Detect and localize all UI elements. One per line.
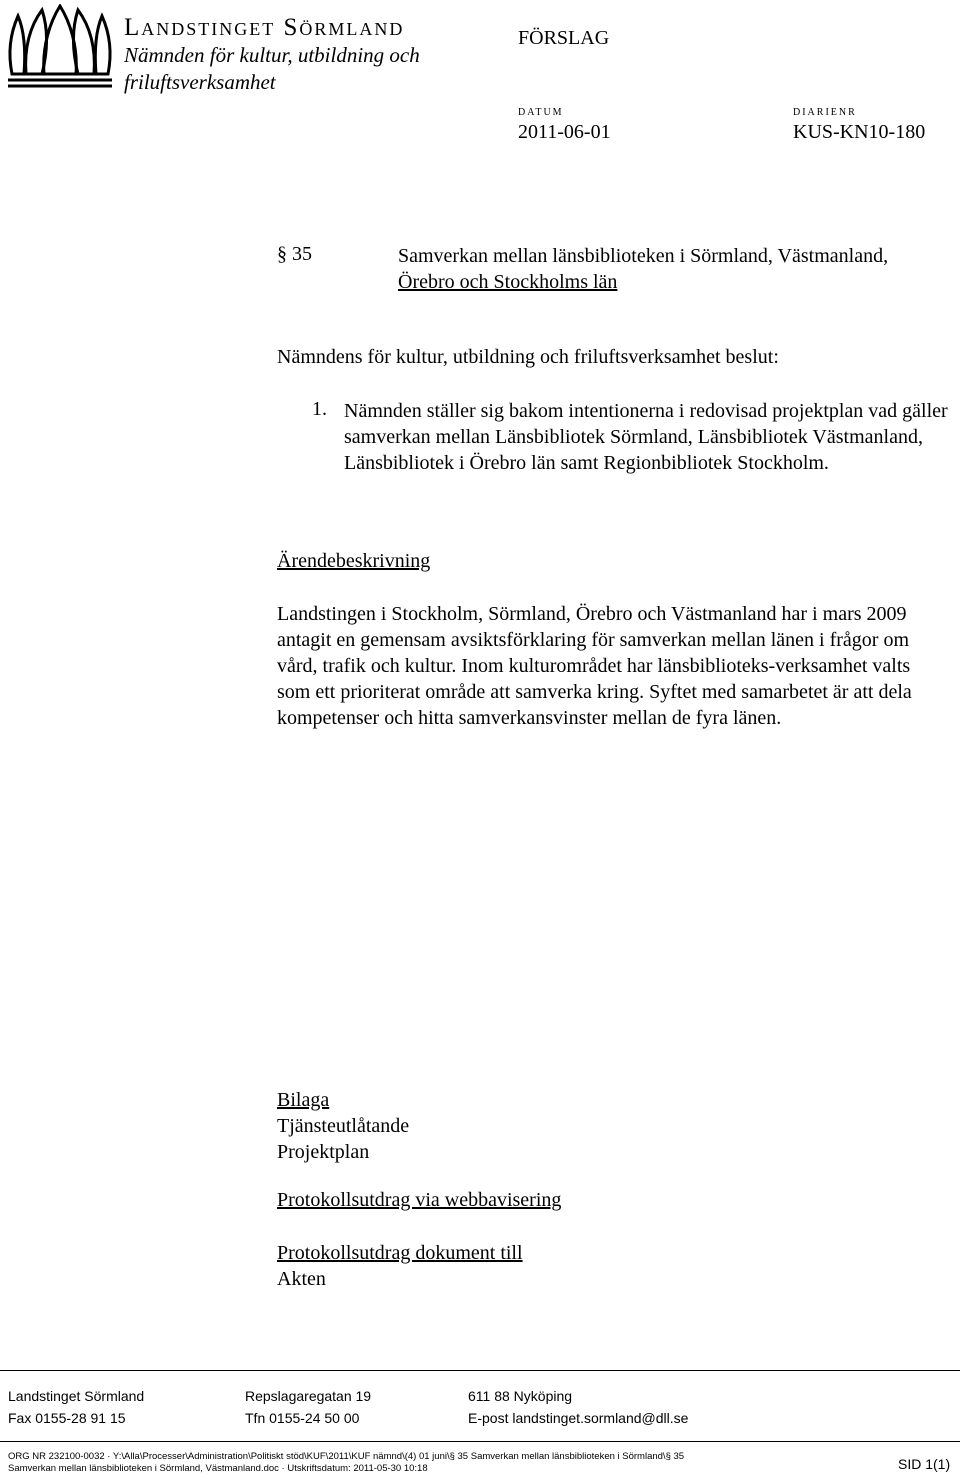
footer-fax: Fax 0155-28 91 15 [8,1410,126,1426]
decision-point-number: 1. [312,398,327,420]
attachments-heading: Bilaga [277,1089,330,1111]
footer-phone: Tfn 0155-24 50 00 [245,1410,360,1426]
committee-name [124,42,420,96]
item-number: § 35 [277,243,312,265]
footer-email: E-post landstinget.sormland@dll.se [468,1410,689,1426]
tulip-crown-logo-icon [4,4,116,90]
decision-point-text: Nämnden ställer sig bakom intentionerna i redovisad projektplan vad gäller samverkan mellan Länsbibliotek Sörmland, Länsbibliotek Västmanland, Länsbibliotek i Örebro län samt Regionbibliotek Stockholm. [344,400,948,474]
date-value: 2011-06-01 [518,121,611,143]
diary-number-label: DIARIENR [793,107,857,118]
description-heading: Ärendebeskrivning [277,550,431,572]
attachment-item: Projektplan [277,1141,370,1163]
attachments [277,1087,409,1165]
attachment-item: Tjänsteutlåtande [277,1115,410,1137]
diary-number-value: KUS-KN10-180 [793,121,926,143]
item-title-line2: Örebro och Stockholms län [398,271,618,293]
decision-heading: Nämndens för kultur, utbildning och friluftsverksamhet beslut: [277,346,779,368]
protocol-web-heading: Protokollsutdrag via webbavisering [277,1189,562,1211]
footer-address: Repslagaregatan 19 [245,1388,372,1404]
document-type: FÖRSLAG [518,27,610,49]
page-number: SID 1(1) [898,1456,951,1472]
org-name: Landstinget Sörmland [124,14,405,41]
protocol-distribution [277,1240,523,1292]
committee-name-line1: Nämnden för kultur, utbildning och [124,43,420,67]
item-title [398,243,946,295]
item-title-line1: Samverkan mellan länsbiblioteken i Sörmland, Västmanland, [398,245,889,267]
file-metadata-line2: Samverkan mellan länsbiblioteken i Sörmland, Västmanland.doc · Utskriftsdatum: 2011-05-30 10:18 [8,1463,428,1474]
file-metadata-line1: ORG NR 232100-0032 · Y:\Alla\Processer\Administration\Politiskt stöd\KUF\2011\KUF nämnd\(4) 01 juni\§ 35 Samverkan mellan länsbiblioteken i Sörmland\§ 35 [8,1451,685,1462]
footer-divider [0,1370,960,1371]
description-text: Landstingen i Stockholm, Sörmland, Örebro och Västmanland har i mars 2009 antagit en gemensam avsiktsförklaring för samverkan mellan länen i frågor om vård, trafik och kultur. Inom kulturområdet har länsbiblioteks-verksamhet valts som ett prioriterat område att samverka kring. Syftet med samarbetet är att dela kompetenser och hitta samverkansvinster mellan de fyra länen. [277,603,912,729]
committee-name-line2: friluftsverksamhet [124,70,276,94]
protocol-doc-heading: Protokollsutdrag dokument till [277,1242,523,1264]
file-metadata [8,1451,684,1475]
footer-org: Landstinget Sörmland [8,1388,145,1404]
protocol-recipient: Akten [277,1268,326,1290]
footer-divider-bottom [0,1441,960,1442]
date-label: DATUM [518,107,564,118]
footer-city: 611 88 Nyköping [468,1388,573,1404]
